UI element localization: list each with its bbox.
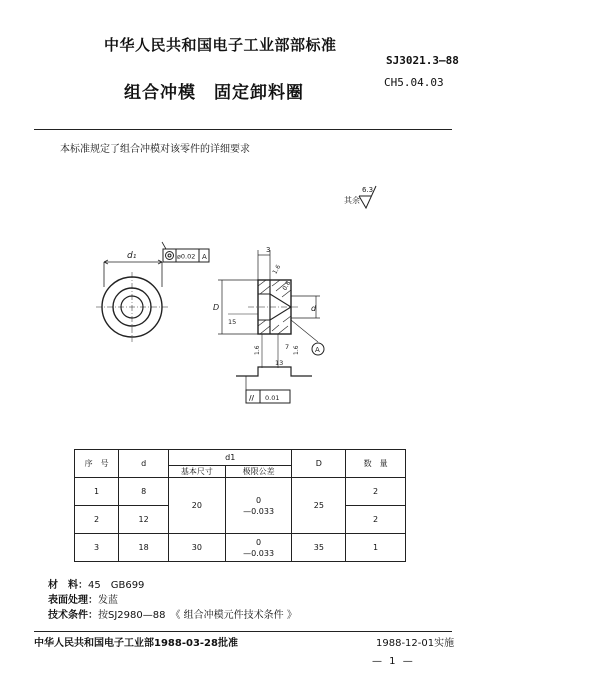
cell-d: 18 [119, 534, 169, 562]
cell-qty: 2 [346, 506, 406, 534]
roughness-value: 6.3 [362, 186, 374, 194]
scope-text: 本标准规定了组合冲模对该零件的详细要求 [60, 144, 250, 155]
coaxiality-tolerance: ⌀0.02 [177, 252, 196, 261]
table-row [75, 534, 406, 562]
roughness-label: 其余 [344, 196, 360, 205]
ra-bottom: 1.6 [254, 345, 261, 355]
cell-seq: 1 [75, 478, 119, 506]
cell-seq: 2 [75, 506, 119, 534]
material-label: 材 料： [48, 580, 88, 591]
header-d1-tol: 极限公差 [225, 466, 292, 478]
header-divider [34, 129, 452, 130]
cell-d1-basic: 30 [169, 534, 226, 562]
surface-label: 表面处理： [48, 595, 98, 606]
parallel-tolerance: 0.01 [265, 394, 280, 402]
cell-d1-tol [225, 534, 292, 562]
header-d1-basic: 基本尺寸 [169, 466, 226, 478]
coaxiality-datum: A [202, 253, 207, 261]
header-qty: 数 量 [346, 450, 406, 478]
document-title: 组合冲模 固定卸料圈 [124, 83, 304, 103]
tech-value: 按SJ2980—88 《 组合冲模元件技术条件 》 [98, 610, 297, 621]
cell-D: 25 [292, 478, 346, 534]
surface-value: 发蓝 [98, 595, 118, 606]
dim-d: d [311, 304, 317, 313]
page-number: — 1 — [372, 656, 415, 667]
tol-upper: 0 [256, 537, 262, 547]
approval-line: 中华人民共和国电子工业部1988-03-28批准 [34, 638, 238, 649]
tol-lower: —0.033 [243, 506, 275, 516]
cell-D: 35 [292, 534, 346, 562]
cell-d1-basic: 20 [169, 478, 226, 534]
header-d: d [119, 450, 169, 478]
coaxiality-frame [162, 242, 209, 262]
cell-d1-tol [225, 478, 292, 534]
material-value: 45 GB699 [88, 580, 145, 591]
footer-divider [34, 631, 452, 632]
tech-line [48, 608, 297, 623]
dim-D: D [213, 303, 220, 312]
dim-7: 7 [285, 343, 290, 351]
dimension-table [74, 449, 406, 562]
ra-mid: 0.8 [281, 279, 293, 292]
ministry-title: 中华人民共和国电子工业部部标准 [104, 36, 337, 54]
front-view [96, 251, 168, 342]
technical-notes [48, 578, 297, 623]
cell-d: 8 [119, 478, 169, 506]
ra-right: 1.6 [293, 345, 300, 355]
parallel-symbol: // [249, 394, 255, 402]
dim-13: 13 [275, 359, 284, 367]
cell-qty: 1 [346, 534, 406, 562]
dim-15: 15 [228, 318, 237, 326]
material-line [48, 578, 297, 593]
cell-d: 12 [119, 506, 169, 534]
tol-upper: 0 [256, 495, 262, 505]
classification-code: CH5.04.03 [384, 76, 444, 89]
surface-line [48, 593, 297, 608]
dim-d1: d₁ [127, 251, 137, 261]
part-drawing [0, 170, 600, 430]
header-D: D [292, 450, 346, 478]
tech-label: 技术条件： [48, 610, 98, 621]
tol-lower: —0.033 [243, 548, 275, 558]
ra-top: 1.6 [271, 263, 283, 276]
cell-seq: 3 [75, 534, 119, 562]
header-seq: 序 号 [75, 450, 119, 478]
header-d1: d1 [169, 450, 292, 466]
dim-3: 3 [266, 246, 271, 254]
cell-qty: 2 [346, 478, 406, 506]
datum-a-label: A [315, 346, 320, 354]
table-row [75, 478, 406, 506]
standard-number: SJ3021.3—88 [386, 54, 459, 67]
implementation-date: 1988-12-01实施 [376, 638, 455, 649]
section-view [213, 246, 324, 403]
